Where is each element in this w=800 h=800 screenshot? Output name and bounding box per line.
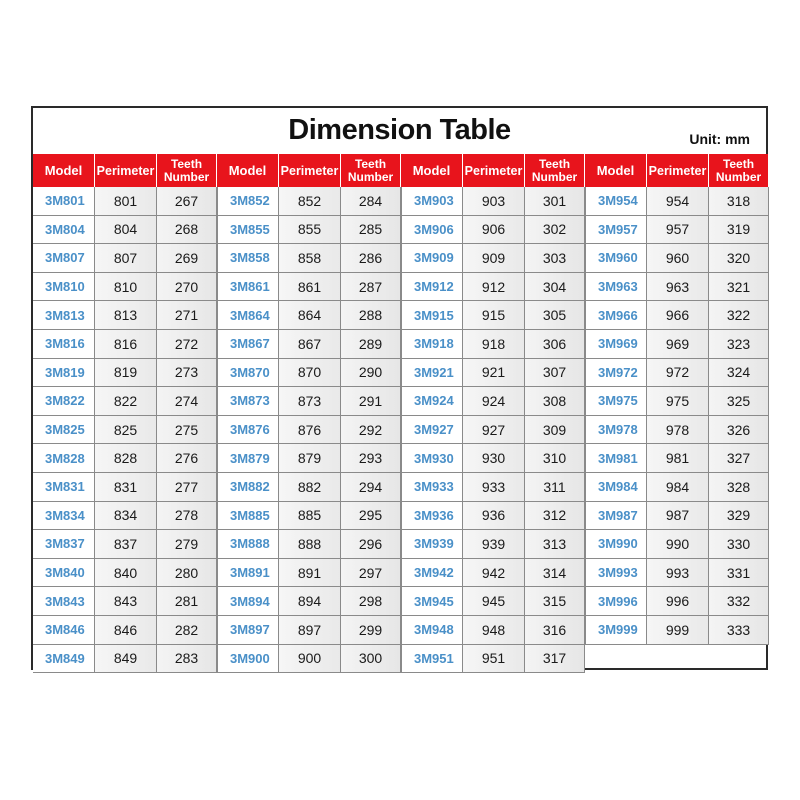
- cell-model: 3M906: [401, 216, 463, 245]
- cell-model: 3M882: [217, 473, 279, 502]
- table-row: [33, 645, 217, 674]
- cell-teeth: 333: [709, 616, 769, 645]
- table-row: [33, 616, 217, 645]
- cell-perimeter: 915: [463, 301, 525, 330]
- cell-perimeter: 876: [279, 416, 341, 445]
- table-row: [217, 301, 401, 330]
- cell-perimeter: 981: [647, 444, 709, 473]
- cell-model: 3M921: [401, 359, 463, 388]
- table-row: [33, 273, 217, 302]
- table-row: [401, 473, 585, 502]
- cell-teeth: 314: [525, 559, 585, 588]
- table-row: [401, 502, 585, 531]
- table-row: [33, 530, 217, 559]
- cell-perimeter: 885: [279, 502, 341, 531]
- cell-model: 3M960: [585, 244, 647, 273]
- cell-teeth: 304: [525, 273, 585, 302]
- cell-perimeter: 921: [463, 359, 525, 388]
- table-row: [401, 359, 585, 388]
- cell-teeth: 295: [341, 502, 401, 531]
- cell-model: 3M927: [401, 416, 463, 445]
- cell-perimeter: 948: [463, 616, 525, 645]
- cell-perimeter: 858: [279, 244, 341, 273]
- cell-perimeter: 924: [463, 387, 525, 416]
- table-row: [33, 301, 217, 330]
- header-teeth: Teeth Number: [525, 154, 585, 187]
- cell-model: 3M993: [585, 559, 647, 588]
- cell-teeth: 308: [525, 387, 585, 416]
- cell-perimeter: 840: [95, 559, 157, 588]
- cell-perimeter: 951: [463, 645, 525, 674]
- cell-model: 3M825: [33, 416, 95, 445]
- cell-teeth: 323: [709, 330, 769, 359]
- cell-perimeter: 834: [95, 502, 157, 531]
- cell-perimeter: 852: [279, 187, 341, 216]
- table-row: [217, 587, 401, 616]
- header-perimeter: Perimeter: [95, 154, 157, 187]
- cell-model: 3M867: [217, 330, 279, 359]
- cell-perimeter: 978: [647, 416, 709, 445]
- cell-teeth: 272: [157, 330, 217, 359]
- table-row: [401, 387, 585, 416]
- header-perimeter: Perimeter: [279, 154, 341, 187]
- table-row: [217, 473, 401, 502]
- cell-teeth: 274: [157, 387, 217, 416]
- table-row: [585, 416, 769, 445]
- cell-teeth: 292: [341, 416, 401, 445]
- cell-teeth: 273: [157, 359, 217, 388]
- cell-model: 3M984: [585, 473, 647, 502]
- cell-model: 3M804: [33, 216, 95, 245]
- table-row: [33, 187, 217, 216]
- cell-perimeter: 912: [463, 273, 525, 302]
- cell-model: 3M843: [33, 587, 95, 616]
- cell-model: 3M840: [33, 559, 95, 588]
- cell-perimeter: 843: [95, 587, 157, 616]
- table-row: [33, 244, 217, 273]
- table-row: [217, 244, 401, 273]
- header-model: Model: [33, 154, 95, 187]
- table-row: [401, 244, 585, 273]
- cell-perimeter: 999: [647, 616, 709, 645]
- cell-model: 3M828: [33, 444, 95, 473]
- cell-teeth: 288: [341, 301, 401, 330]
- table-row: [585, 301, 769, 330]
- cell-model: 3M888: [217, 530, 279, 559]
- cell-perimeter: 990: [647, 530, 709, 559]
- cell-model: 3M981: [585, 444, 647, 473]
- header-perimeter: Perimeter: [647, 154, 709, 187]
- cell-model: 3M918: [401, 330, 463, 359]
- cell-perimeter: 957: [647, 216, 709, 245]
- cell-perimeter: 855: [279, 216, 341, 245]
- table-row: [217, 645, 401, 674]
- cell-model: 3M942: [401, 559, 463, 588]
- table-row: [33, 444, 217, 473]
- table-row: [217, 330, 401, 359]
- cell-teeth: 294: [341, 473, 401, 502]
- cell-model: 3M912: [401, 273, 463, 302]
- cell-teeth: 309: [525, 416, 585, 445]
- table-row: [217, 216, 401, 245]
- table-row: [585, 473, 769, 502]
- cell-perimeter: 861: [279, 273, 341, 302]
- cell-teeth: 275: [157, 416, 217, 445]
- table-row: [401, 301, 585, 330]
- table-row: [401, 587, 585, 616]
- cell-teeth: 278: [157, 502, 217, 531]
- cell-model: 3M954: [585, 187, 647, 216]
- header-teeth: Teeth Number: [157, 154, 217, 187]
- cell-perimeter: 945: [463, 587, 525, 616]
- cell-teeth: 306: [525, 330, 585, 359]
- cell-teeth: 291: [341, 387, 401, 416]
- cell-perimeter: 807: [95, 244, 157, 273]
- cell-model: 3M969: [585, 330, 647, 359]
- cell-model: 3M930: [401, 444, 463, 473]
- table-row: [401, 616, 585, 645]
- cell-teeth: 279: [157, 530, 217, 559]
- cell-model: 3M909: [401, 244, 463, 273]
- table-row: [585, 502, 769, 531]
- cell-model: 3M975: [585, 387, 647, 416]
- table-grid: [33, 154, 766, 668]
- cell-perimeter: 888: [279, 530, 341, 559]
- cell-perimeter: 825: [95, 416, 157, 445]
- cell-perimeter: 846: [95, 616, 157, 645]
- cell-teeth: 268: [157, 216, 217, 245]
- table-row: [217, 502, 401, 531]
- cell-model: 3M903: [401, 187, 463, 216]
- cell-perimeter: 933: [463, 473, 525, 502]
- title-bar: [33, 108, 766, 154]
- cell-teeth: 286: [341, 244, 401, 273]
- cell-perimeter: 828: [95, 444, 157, 473]
- cell-model: 3M936: [401, 502, 463, 531]
- table-row: [33, 416, 217, 445]
- table-row: [217, 187, 401, 216]
- cell-model: 3M951: [401, 645, 463, 674]
- table-title: Dimension Table: [288, 114, 511, 146]
- table-row: [401, 559, 585, 588]
- table-row: [585, 330, 769, 359]
- cell-model: 3M990: [585, 530, 647, 559]
- table-row: [401, 645, 585, 674]
- cell-teeth: 296: [341, 530, 401, 559]
- cell-model: 3M879: [217, 444, 279, 473]
- cell-teeth: 277: [157, 473, 217, 502]
- cell-teeth: 321: [709, 273, 769, 302]
- cell-teeth: 331: [709, 559, 769, 588]
- cell-perimeter: 891: [279, 559, 341, 588]
- cell-model: 3M819: [33, 359, 95, 388]
- cell-model: 3M885: [217, 502, 279, 531]
- table-row: [217, 530, 401, 559]
- cell-teeth: 330: [709, 530, 769, 559]
- cell-model: 3M924: [401, 387, 463, 416]
- table-row: [33, 216, 217, 245]
- cell-model: 3M987: [585, 502, 647, 531]
- cell-teeth: 284: [341, 187, 401, 216]
- cell-teeth: 316: [525, 616, 585, 645]
- cell-teeth: 283: [157, 645, 217, 674]
- table-row: [33, 330, 217, 359]
- cell-perimeter: 972: [647, 359, 709, 388]
- header-teeth: Teeth Number: [709, 154, 769, 187]
- cell-perimeter: 906: [463, 216, 525, 245]
- cell-perimeter: 882: [279, 473, 341, 502]
- cell-teeth: 298: [341, 587, 401, 616]
- cell-perimeter: 864: [279, 301, 341, 330]
- table-row: [217, 559, 401, 588]
- cell-teeth: 303: [525, 244, 585, 273]
- cell-model: 3M894: [217, 587, 279, 616]
- cell-teeth: 329: [709, 502, 769, 531]
- cell-model: 3M810: [33, 273, 95, 302]
- cell-teeth: 297: [341, 559, 401, 588]
- header-perimeter: Perimeter: [463, 154, 525, 187]
- table-row: [585, 187, 769, 216]
- table-row: [33, 559, 217, 588]
- cell-perimeter: 969: [647, 330, 709, 359]
- cell-model: 3M957: [585, 216, 647, 245]
- header-model: Model: [217, 154, 279, 187]
- cell-model: 3M939: [401, 530, 463, 559]
- cell-teeth: 332: [709, 587, 769, 616]
- cell-model: 3M900: [217, 645, 279, 674]
- cell-teeth: 293: [341, 444, 401, 473]
- cell-teeth: 327: [709, 444, 769, 473]
- table-row: [33, 502, 217, 531]
- cell-model: 3M915: [401, 301, 463, 330]
- cell-teeth: 328: [709, 473, 769, 502]
- table-row: [33, 587, 217, 616]
- cell-perimeter: 939: [463, 530, 525, 559]
- cell-perimeter: 831: [95, 473, 157, 502]
- cell-teeth: 325: [709, 387, 769, 416]
- table-row: [585, 616, 769, 645]
- cell-model: 3M945: [401, 587, 463, 616]
- cell-model: 3M816: [33, 330, 95, 359]
- table-row: [401, 330, 585, 359]
- cell-model: 3M822: [33, 387, 95, 416]
- cell-perimeter: 894: [279, 587, 341, 616]
- cell-teeth: 269: [157, 244, 217, 273]
- table-row: [401, 216, 585, 245]
- cell-teeth: 287: [341, 273, 401, 302]
- cell-perimeter: 909: [463, 244, 525, 273]
- cell-model: 3M831: [33, 473, 95, 502]
- cell-model: 3M876: [217, 416, 279, 445]
- cell-perimeter: 804: [95, 216, 157, 245]
- cell-model: 3M807: [33, 244, 95, 273]
- table-row: [217, 387, 401, 416]
- cell-teeth: 302: [525, 216, 585, 245]
- cell-teeth: 319: [709, 216, 769, 245]
- cell-perimeter: 900: [279, 645, 341, 674]
- cell-teeth: 311: [525, 473, 585, 502]
- cell-teeth: 271: [157, 301, 217, 330]
- cell-perimeter: 987: [647, 502, 709, 531]
- table-row: [401, 444, 585, 473]
- table-row: [217, 273, 401, 302]
- cell-model: 3M870: [217, 359, 279, 388]
- table-row: [401, 530, 585, 559]
- cell-model: 3M897: [217, 616, 279, 645]
- cell-model: 3M933: [401, 473, 463, 502]
- cell-perimeter: 975: [647, 387, 709, 416]
- cell-perimeter: 954: [647, 187, 709, 216]
- cell-teeth: 300: [341, 645, 401, 674]
- cell-perimeter: 801: [95, 187, 157, 216]
- cell-model: 3M963: [585, 273, 647, 302]
- cell-model: 3M813: [33, 301, 95, 330]
- cell-perimeter: 849: [95, 645, 157, 674]
- table-row: [585, 244, 769, 273]
- cell-model: 3M996: [585, 587, 647, 616]
- cell-teeth: 305: [525, 301, 585, 330]
- table-row: [217, 616, 401, 645]
- cell-perimeter: 984: [647, 473, 709, 502]
- table-row: [217, 444, 401, 473]
- cell-model: 3M873: [217, 387, 279, 416]
- cell-teeth: 285: [341, 216, 401, 245]
- table-row: [401, 416, 585, 445]
- table-row: [401, 187, 585, 216]
- cell-perimeter: 918: [463, 330, 525, 359]
- cell-teeth: 310: [525, 444, 585, 473]
- cell-teeth: 267: [157, 187, 217, 216]
- header-model: Model: [585, 154, 647, 187]
- cell-perimeter: 927: [463, 416, 525, 445]
- cell-teeth: 290: [341, 359, 401, 388]
- cell-perimeter: 816: [95, 330, 157, 359]
- cell-teeth: 281: [157, 587, 217, 616]
- table-row: [33, 473, 217, 502]
- unit-label: Unit: mm: [689, 131, 750, 147]
- cell-model: 3M966: [585, 301, 647, 330]
- cell-teeth: 315: [525, 587, 585, 616]
- dimension-table: [31, 106, 768, 670]
- cell-model: 3M801: [33, 187, 95, 216]
- table-row: [217, 359, 401, 388]
- cell-perimeter: 930: [463, 444, 525, 473]
- cell-model: 3M858: [217, 244, 279, 273]
- table-row: [33, 359, 217, 388]
- cell-teeth: 320: [709, 244, 769, 273]
- table-row: [217, 416, 401, 445]
- cell-perimeter: 966: [647, 301, 709, 330]
- cell-perimeter: 897: [279, 616, 341, 645]
- table-row: [585, 273, 769, 302]
- cell-teeth: 307: [525, 359, 585, 388]
- cell-model: 3M861: [217, 273, 279, 302]
- cell-model: 3M852: [217, 187, 279, 216]
- cell-teeth: 301: [525, 187, 585, 216]
- cell-teeth: 276: [157, 444, 217, 473]
- table-row: [585, 530, 769, 559]
- cell-perimeter: 963: [647, 273, 709, 302]
- cell-teeth: 280: [157, 559, 217, 588]
- cell-model: 3M846: [33, 616, 95, 645]
- cell-model: 3M948: [401, 616, 463, 645]
- cell-perimeter: 960: [647, 244, 709, 273]
- table-row: [401, 273, 585, 302]
- cell-teeth: 312: [525, 502, 585, 531]
- table-row: [33, 387, 217, 416]
- cell-teeth: 318: [709, 187, 769, 216]
- cell-model: 3M837: [33, 530, 95, 559]
- cell-teeth: 317: [525, 645, 585, 674]
- cell-model: 3M978: [585, 416, 647, 445]
- cell-perimeter: 819: [95, 359, 157, 388]
- cell-perimeter: 903: [463, 187, 525, 216]
- cell-perimeter: 867: [279, 330, 341, 359]
- table-row: [585, 587, 769, 616]
- cell-perimeter: 879: [279, 444, 341, 473]
- table-row: [585, 559, 769, 588]
- cell-perimeter: 813: [95, 301, 157, 330]
- cell-teeth: 322: [709, 301, 769, 330]
- cell-teeth: 324: [709, 359, 769, 388]
- cell-teeth: 299: [341, 616, 401, 645]
- cell-model: 3M891: [217, 559, 279, 588]
- cell-perimeter: 996: [647, 587, 709, 616]
- table-row: [585, 444, 769, 473]
- cell-teeth: 282: [157, 616, 217, 645]
- cell-model: 3M864: [217, 301, 279, 330]
- cell-perimeter: 873: [279, 387, 341, 416]
- cell-model: 3M849: [33, 645, 95, 674]
- cell-perimeter: 936: [463, 502, 525, 531]
- cell-model: 3M972: [585, 359, 647, 388]
- cell-perimeter: 993: [647, 559, 709, 588]
- cell-perimeter: 837: [95, 530, 157, 559]
- cell-perimeter: 810: [95, 273, 157, 302]
- cell-model: 3M999: [585, 616, 647, 645]
- cell-teeth: 289: [341, 330, 401, 359]
- header-teeth: Teeth Number: [341, 154, 401, 187]
- cell-perimeter: 942: [463, 559, 525, 588]
- cell-teeth: 313: [525, 530, 585, 559]
- cell-perimeter: 870: [279, 359, 341, 388]
- cell-teeth: 326: [709, 416, 769, 445]
- table-row: [585, 359, 769, 388]
- cell-model: 3M834: [33, 502, 95, 531]
- cell-model: 3M855: [217, 216, 279, 245]
- cell-teeth: 270: [157, 273, 217, 302]
- header-model: Model: [401, 154, 463, 187]
- table-row: [585, 216, 769, 245]
- table-row: [585, 387, 769, 416]
- cell-perimeter: 822: [95, 387, 157, 416]
